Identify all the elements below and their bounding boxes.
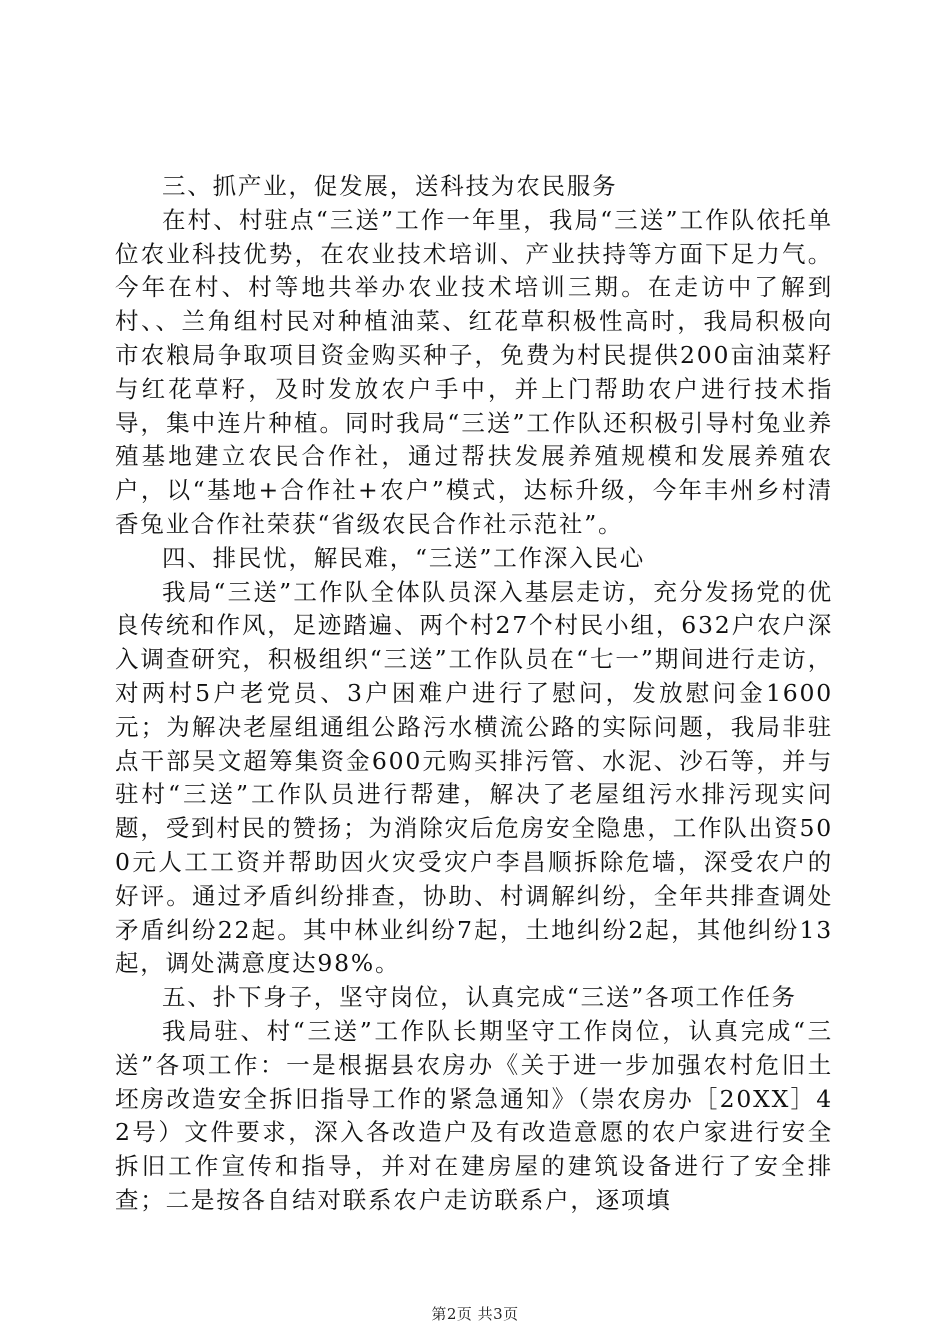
paragraph-section-5: 我局驻、村“三送”工作队长期坚守工作岗位，认真完成“三送”各项工作：一是根据县农房办《关于进一步加强农村危旧土坯房改造安全拆旧指导工作的紧急通知》（崇农房办［20XX］42号）文件要求，深入各改造户及有改造意愿的农户家进行安全拆旧工作宣传和指导，并对在建房屋的建筑设备进行了安全排查；二是按各自结对联系农户走访联系户，逐项填	[115, 1016, 833, 1214]
paragraph-section-4: 我局“三送”工作队全体队员深入基层走访，充分发扬党的优良传统和作风，足迹踏遍、两个村27个村民小组，632户农户深入调查研究，积极组织“三送”工作队员在“七一”期间进行走访，对两村5户老党员、3户困难户进行了慰问，发放慰问金1600元；为解决老屋组通组公路污水横流公路的实际问题，我局非驻点干部吴文超筹集资金600元购买排污管、水泥、沙石等，并与驻村“三送”工作队员进行帮建，解决了老屋组污水排污现实问题，受到村民的赞扬；为消除灾后危房安全隐患，工作队出资500元人工工资并帮助因火灾受灾户李昌顺拆除危墙，深受农户的好评。通过矛盾纠纷排查，协助、村调解纠纷，全年共排查调处矛盾纠纷22起。其中林业纠纷7起，土地纠纷2起，其他纠纷13起，调处满意度达98%。	[115, 577, 833, 978]
paragraph-section-3: 在村、村驻点“三送”工作一年里，我局“三送”工作队依托单位农业科技优势，在农业技术培训、产业扶持等方面下足力气。今年在村、村等地共举办农业技术培训三期。在走访中了解到村、、兰角组村民对种植油菜、红花草积极性高时，我局积极向市农粮局争取项目资金购买种子，免费为村民提供200亩油菜籽与红花草籽，及时发放农户手中，并上门帮助农户进行技术指导，集中连片种植。同时我局“三送”工作队还积极引导村兔业养殖基地建立农民合作社，通过帮扶发展养殖规模和发展养殖农户，以“基地+合作社+农户”模式，达标升级，今年丰州乡村清香兔业合作社荣获“省级农民合作社示范社”。	[115, 205, 833, 538]
section-heading-3: 三、抓产业，促发展，送科技为农民服务	[162, 172, 618, 200]
page-footer: 第2页 共3页	[431, 1305, 519, 1323]
section-heading-4: 四、排民忧，解民难，“三送”工作深入民心	[162, 543, 646, 572]
section-heading-5: 五、扑下身子，坚守岗位，认真完成“三送”各项工作任务	[162, 983, 797, 1012]
document-body	[115, 170, 833, 1218]
